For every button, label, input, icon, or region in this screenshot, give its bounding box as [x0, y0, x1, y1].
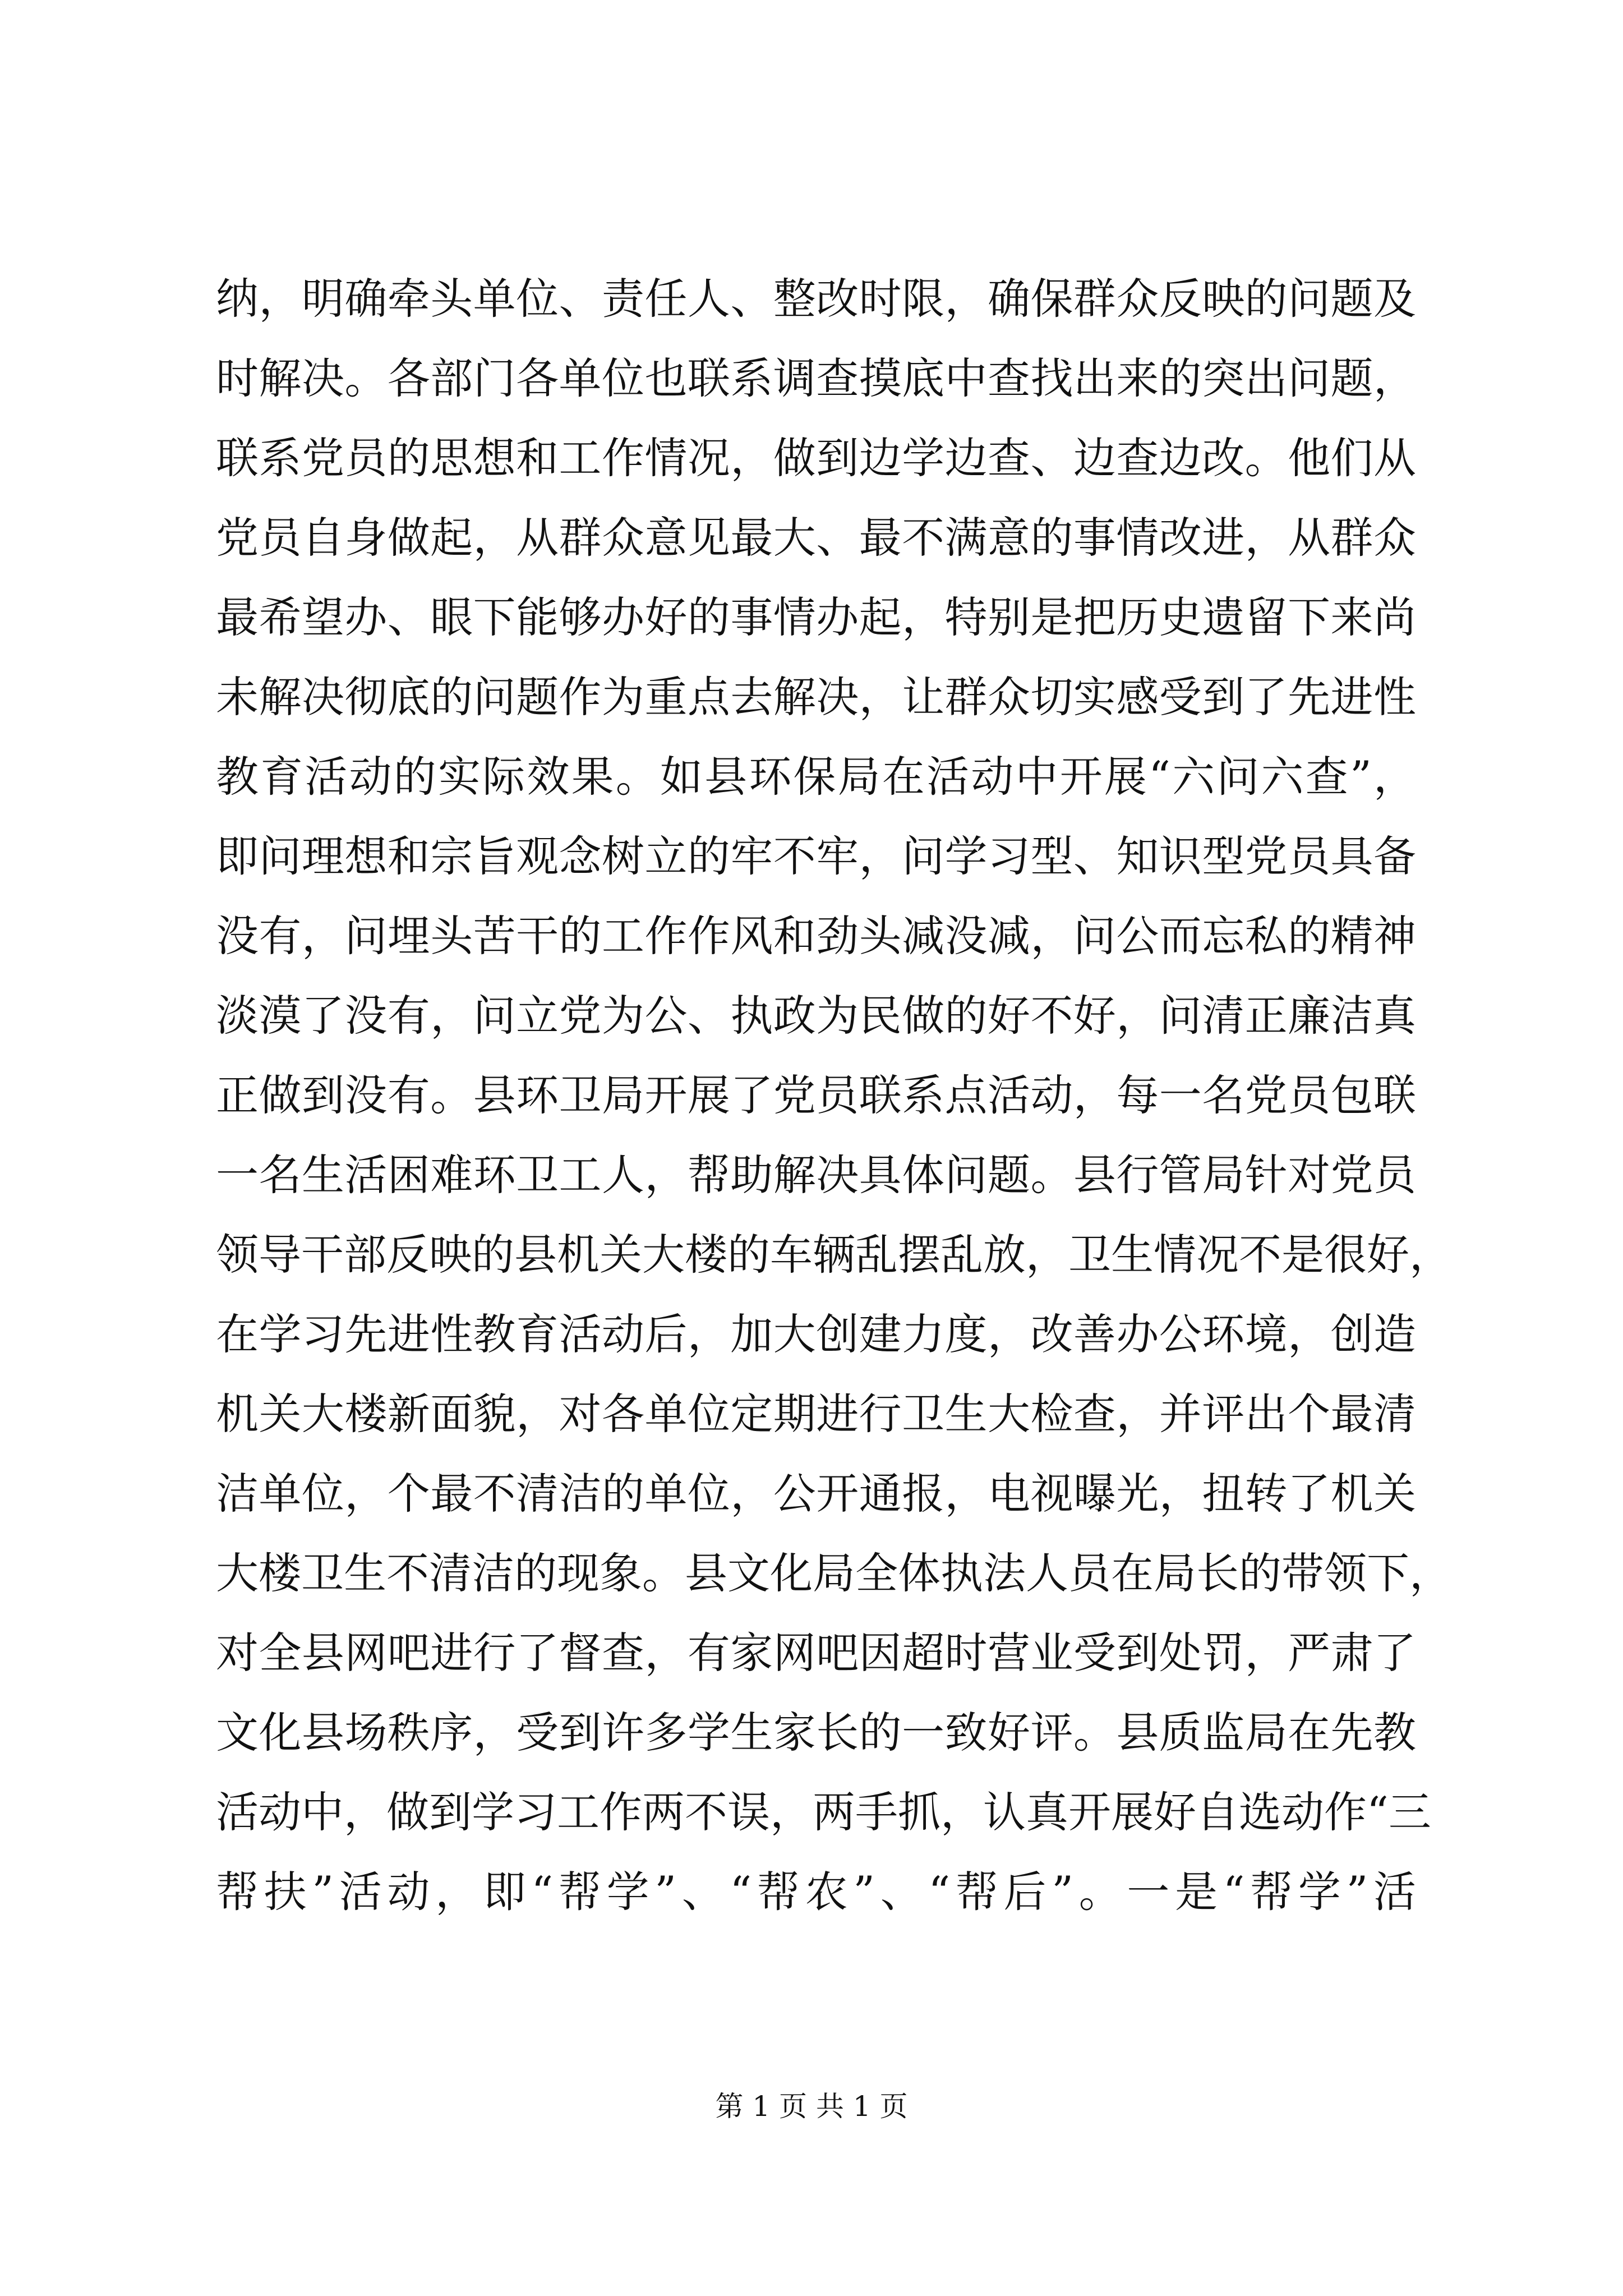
- body-text: [216, 259, 1452, 1932]
- text-line: 在学习先进性教育活动后，加大创建力度，改善办公环境，创造: [216, 1309, 1416, 1359]
- page-number-label: 第 1 页 共 1 页: [715, 2090, 908, 2123]
- text-line: 一名生活困难环卫工人，帮助解决具体问题。县行管局针对党员: [216, 1150, 1416, 1200]
- text-line: 文化县场秩序，受到许多学生家长的一致好评。县质监局在先教: [216, 1708, 1416, 1757]
- text-line: 正做到没有。县环卫局开展了党员联系点活动，每一名党员包联: [216, 1070, 1416, 1120]
- text-line: 联系党员的思想和工作情况，做到边学边查、边查边改。他们从: [216, 433, 1416, 483]
- text-line: 没有，问埋头苦干的工作作风和劲头减没减，问公而忘私的精神: [216, 911, 1416, 961]
- text-line: 纳，明确牵头单位、责任人、整改时限，确保群众反映的问题及: [216, 274, 1416, 324]
- text-line: 活动中，做到学习工作两不误，两手抓，认真开展好自选动作“三: [216, 1787, 1431, 1837]
- text-line: 未解决彻底的问题作为重点去解决，让群众切实感受到了先进性: [216, 672, 1416, 722]
- text-line: 教育活动的实际效果。如县环保局在活动中开展“六问六查”，: [216, 752, 1416, 802]
- text-line: 即问理想和宗旨观念树立的牢不牢，问学习型、知识型党员具备: [216, 831, 1416, 881]
- text-line: 对全县网吧进行了督查，有家网吧因超时营业受到处罚，严肃了: [216, 1628, 1416, 1678]
- text-line: 领导干部反映的县机关大楼的车辆乱摆乱放，卫生情况不是很好，: [216, 1230, 1452, 1280]
- text-line: 最希望办、眼下能够办好的事情办起，特别是把历史遗留下来尚: [216, 592, 1416, 642]
- text-line: 帮扶”活动，即“帮学”、“帮农”、“帮后”。一是“帮学”活: [216, 1867, 1416, 1917]
- text-line: 淡漠了没有，问立党为公、执政为民做的好不好，问清正廉洁真: [216, 991, 1416, 1041]
- text-line: 时解决。各部门各单位也联系调查摸底中查找出来的突出问题，: [216, 353, 1416, 403]
- text-line: 机关大楼新面貌，对各单位定期进行卫生大检查，并评出个最清: [216, 1389, 1416, 1439]
- text-line: 洁单位，个最不清洁的单位，公开通报，电视曝光，扭转了机关: [216, 1469, 1416, 1519]
- text-line: 党员自身做起，从群众意见最大、最不满意的事情改进，从群众: [216, 513, 1416, 563]
- page-footer: [0, 2087, 1623, 2126]
- text-line: 大楼卫生不清洁的现象。县文化局全体执法人员在局长的带领下，: [216, 1548, 1452, 1598]
